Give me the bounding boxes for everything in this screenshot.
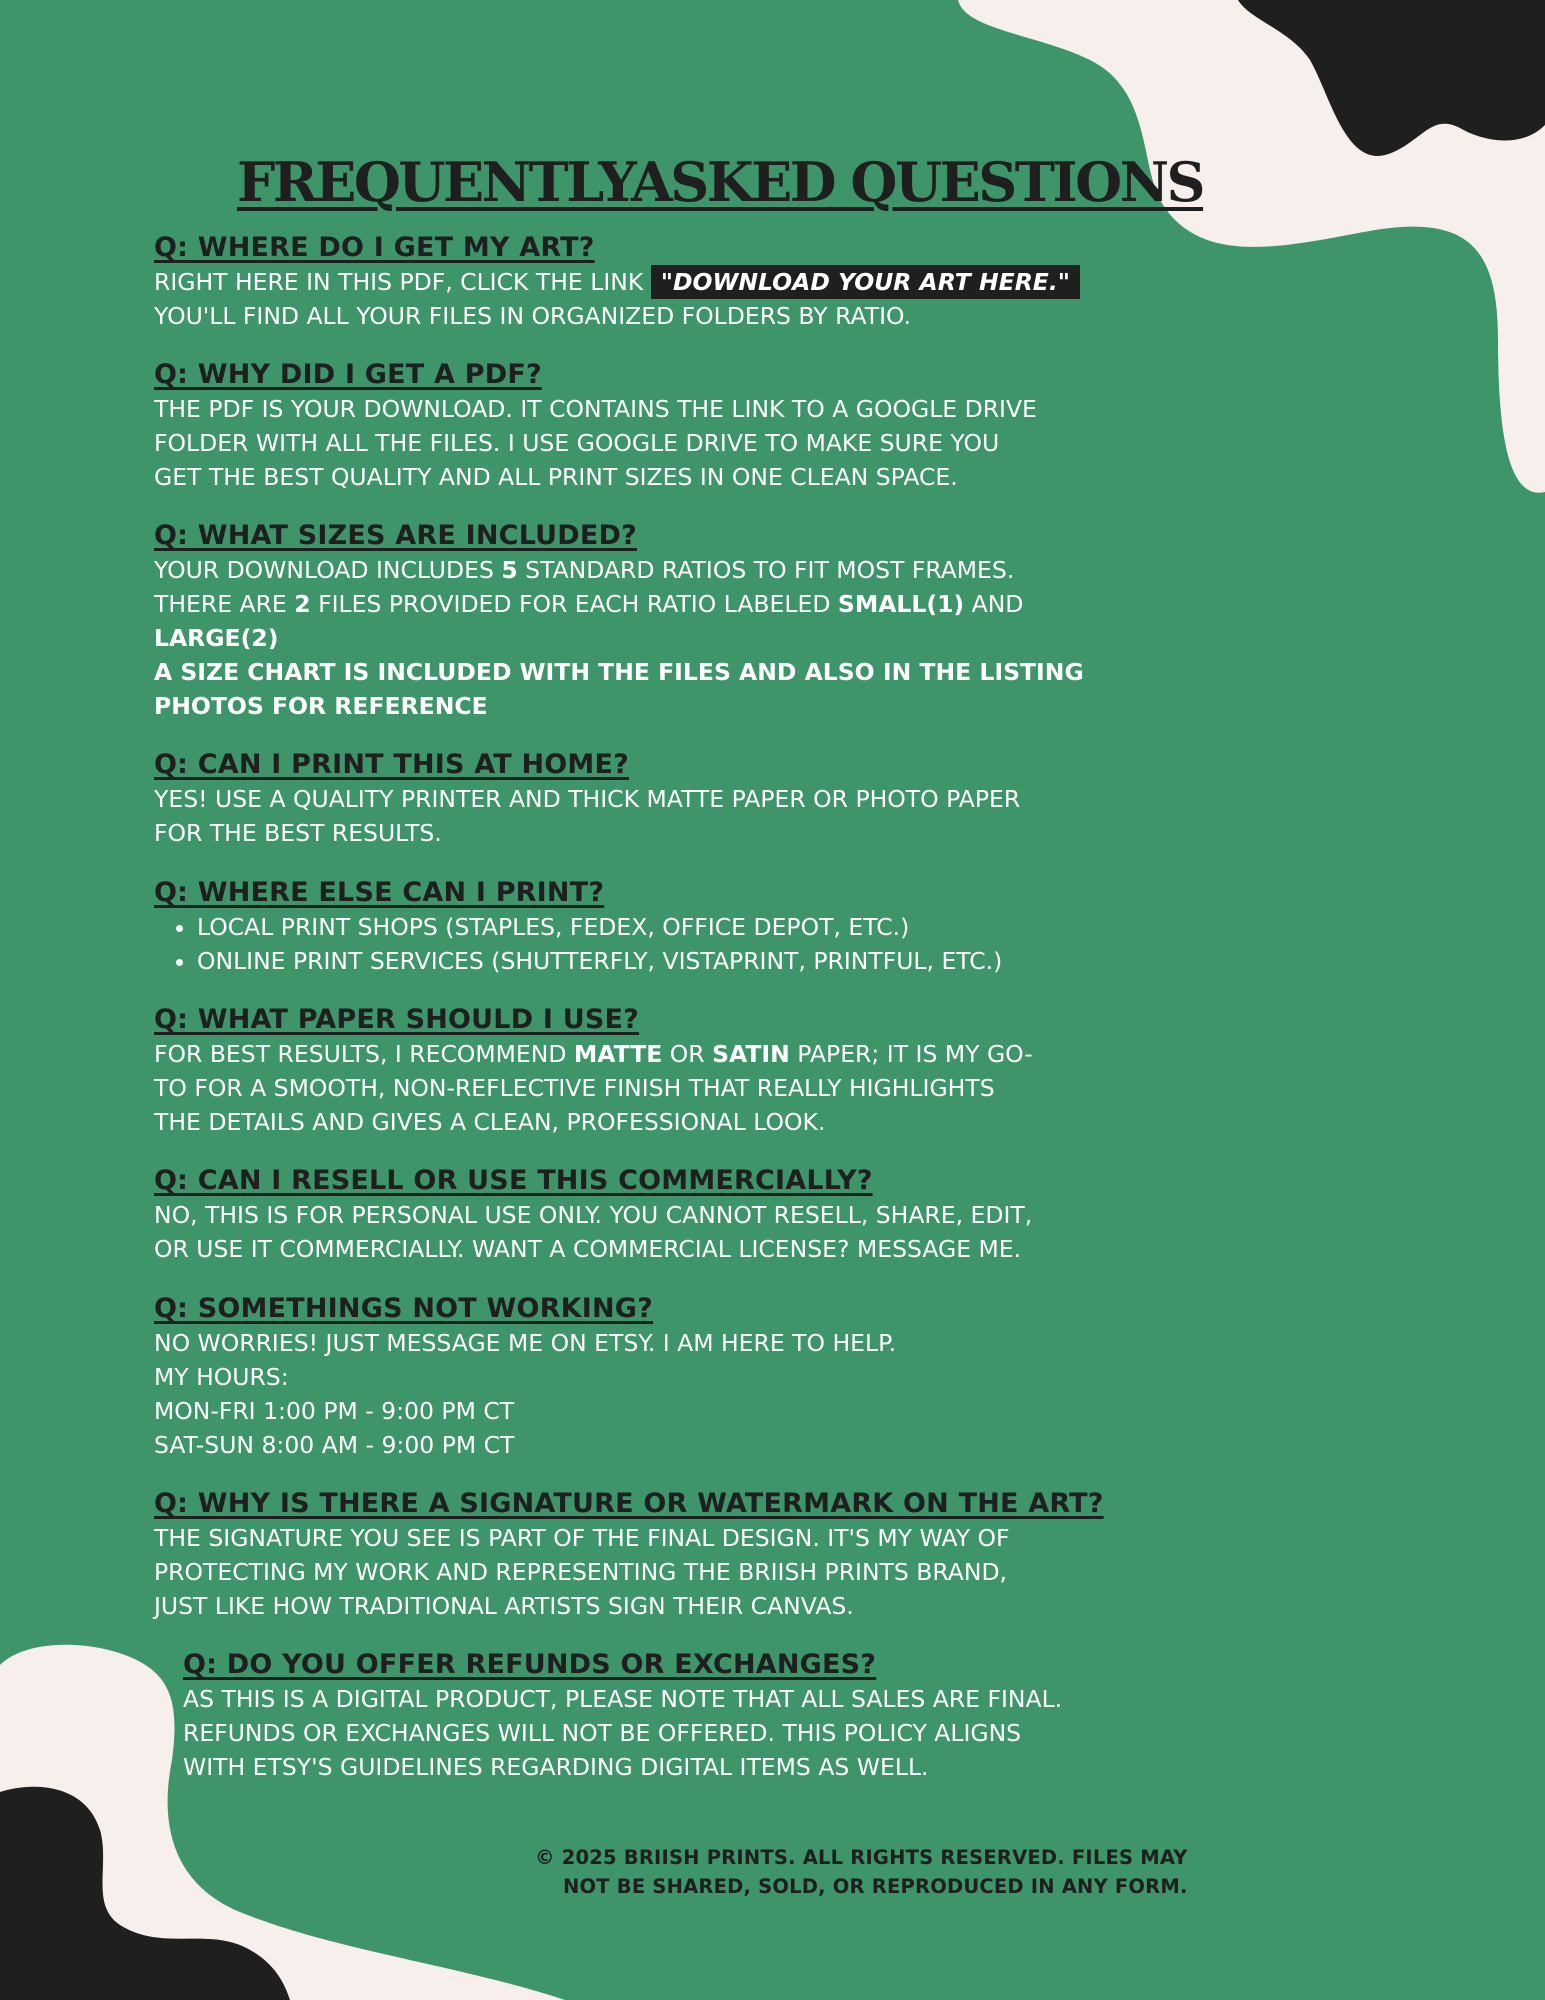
faq-signature-watermark [154,1487,1154,1623]
faq-answer-text: RIGHT HERE IN THIS PDF, CLICK THE LINK [154,268,651,296]
faq-answer-line [154,265,1154,299]
download-art-link[interactable]: "DOWNLOAD YOUR ART HERE." [651,265,1080,299]
hours-weekday: MON-FRI 1:00 PM - 9:00 PM CT [154,1397,515,1425]
faq-answer-text: FOR BEST RESULTS, I RECOMMEND [154,1040,574,1068]
copyright-footer [535,1843,1255,1901]
faq-question: Q: WHY DID I GET A PDF? [154,359,542,390]
faq-question: Q: WHY IS THERE A SIGNATURE OR WATERMARK ON THE ART? [154,1488,1104,1519]
faq-question: Q: SOMETHINGS NOT WORKING? [154,1293,654,1324]
hours-label: MY HOURS: [154,1363,289,1391]
faq-what-paper [154,1003,1154,1139]
faq-refunds-exchanges [183,1648,1183,1784]
faq-answer-line [154,553,1154,587]
print-options-list [154,910,1154,978]
satin-label: SATIN [712,1040,790,1068]
ratio-count: 5 [501,556,518,584]
list-item: • ONLINE PRINT SERVICES (SHUTTERFLY, VISTAPRINT, PRINTFUL, ETC.) [197,944,1154,978]
faq-answer-line: THE SIGNATURE YOU SEE IS PART OF THE FINAL DESIGN. IT'S MY WAY OF [154,1524,1010,1552]
list-item: • LOCAL PRINT SHOPS (STAPLES, FEDEX, OFFICE DEPOT, ETC.) [197,910,1154,944]
faq-answer-line: TO FOR A SMOOTH, NON-REFLECTIVE FINISH THAT REALLY HIGHLIGHTS [154,1074,995,1102]
small-label: SMALL(1) [837,590,965,618]
faq-answer-line: AS THIS IS A DIGITAL PRODUCT, PLEASE NOTE THAT ALL SALES ARE FINAL. [183,1685,1063,1713]
copyright-line: © 2025 BRIISH PRINTS. ALL RIGHTS RESERVED. FILES MAY [535,1846,1188,1869]
faq-answer-line: YOU'LL FIND ALL YOUR FILES IN ORGANIZED FOLDERS BY RATIO. [154,302,912,330]
hours-weekend: SAT-SUN 8:00 AM - 9:00 PM CT [154,1431,515,1459]
faq-answer-line: WITH ETSY'S GUIDELINES REGARDING DIGITAL ITEMS AS WELL. [183,1753,929,1781]
faq-resell-commercial [154,1164,1154,1266]
copyright-line: NOT BE SHARED, SOLD, OR REPRODUCED IN ANY FORM. [563,1875,1188,1898]
faq-answer-text: STANDARD RATIOS TO FIT MOST FRAMES. [517,556,1015,584]
faq-answer-text: YOUR DOWNLOAD INCLUDES [154,556,502,584]
faq-answer-line: JUST LIKE HOW TRADITIONAL ARTISTS SIGN THEIR CANVAS. [154,1592,854,1620]
size-chart-note: PHOTOS FOR REFERENCE [154,692,488,720]
faq-print-at-home [154,748,1154,850]
faq-answer-line: NO, THIS IS FOR PERSONAL USE ONLY. YOU CANNOT RESELL, SHARE, EDIT, [154,1201,1033,1229]
faq-answer-line: FOLDER WITH ALL THE FILES. I USE GOOGLE DRIVE TO MAKE SURE YOU [154,429,1000,457]
faq-answer-text: FILES PROVIDED FOR EACH RATIO LABELED [310,590,838,618]
faq-answer-text: THERE ARE [154,590,295,618]
faq-question: Q: CAN I PRINT THIS AT HOME? [154,749,629,780]
faq-answer-line: REFUNDS OR EXCHANGES WILL NOT BE OFFERED. THIS POLICY ALIGNS [183,1719,1022,1747]
faq-question: Q: WHERE ELSE CAN I PRINT? [154,877,605,908]
faq-answer-line: GET THE BEST QUALITY AND ALL PRINT SIZES IN ONE CLEAN SPACE. [154,463,958,491]
faq-answer-line [154,1037,1154,1071]
faq-not-working [154,1292,1154,1462]
faq-question: Q: CAN I RESELL OR USE THIS COMMERCIALLY? [154,1165,873,1196]
size-chart-note: A SIZE CHART IS INCLUDED WITH THE FILES AND ALSO IN THE LISTING [154,658,1084,686]
faq-answer-line: THE PDF IS YOUR DOWNLOAD. IT CONTAINS THE LINK TO A GOOGLE DRIVE [154,395,1037,423]
faq-question: Q: WHAT PAPER SHOULD I USE? [154,1004,640,1035]
faq-answer-line: YES! USE A QUALITY PRINTER AND THICK MATTE PAPER OR PHOTO PAPER [154,785,1021,813]
page-title: FREQUENTLYASKED QUESTIONS [237,150,1204,214]
faq-answer-line: PROTECTING MY WORK AND REPRESENTING THE BRIISH PRINTS BRAND, [154,1558,1008,1586]
faq-answer-line: OR USE IT COMMERCIALLY. WANT A COMMERCIAL LICENSE? MESSAGE ME. [154,1235,1022,1263]
faq-why-pdf [154,358,1154,494]
faq-answer-text: AND [964,590,1024,618]
faq-answer-line: NO WORRIES! JUST MESSAGE ME ON ETSY. I AM HERE TO HELP. [154,1329,897,1357]
faq-question: Q: DO YOU OFFER REFUNDS OR EXCHANGES? [183,1649,877,1680]
faq-sizes-included [154,519,1154,723]
file-count: 2 [294,590,311,618]
faq-where-else-print [154,876,1154,978]
faq-question: Q: WHAT SIZES ARE INCLUDED? [154,520,637,551]
large-label: LARGE(2) [154,624,279,652]
faq-answer-text: OR [662,1040,713,1068]
faq-answer-line: THE DETAILS AND GIVES A CLEAN, PROFESSIONAL LOOK. [154,1108,826,1136]
faq-question: Q: WHERE DO I GET MY ART? [154,232,595,263]
faq-where-get-art [154,231,1154,333]
faq-answer-line: FOR THE BEST RESULTS. [154,819,442,847]
matte-label: MATTE [573,1040,663,1068]
faq-answer-text: PAPER; IT IS MY GO- [789,1040,1033,1068]
faq-answer-line [154,587,1154,621]
